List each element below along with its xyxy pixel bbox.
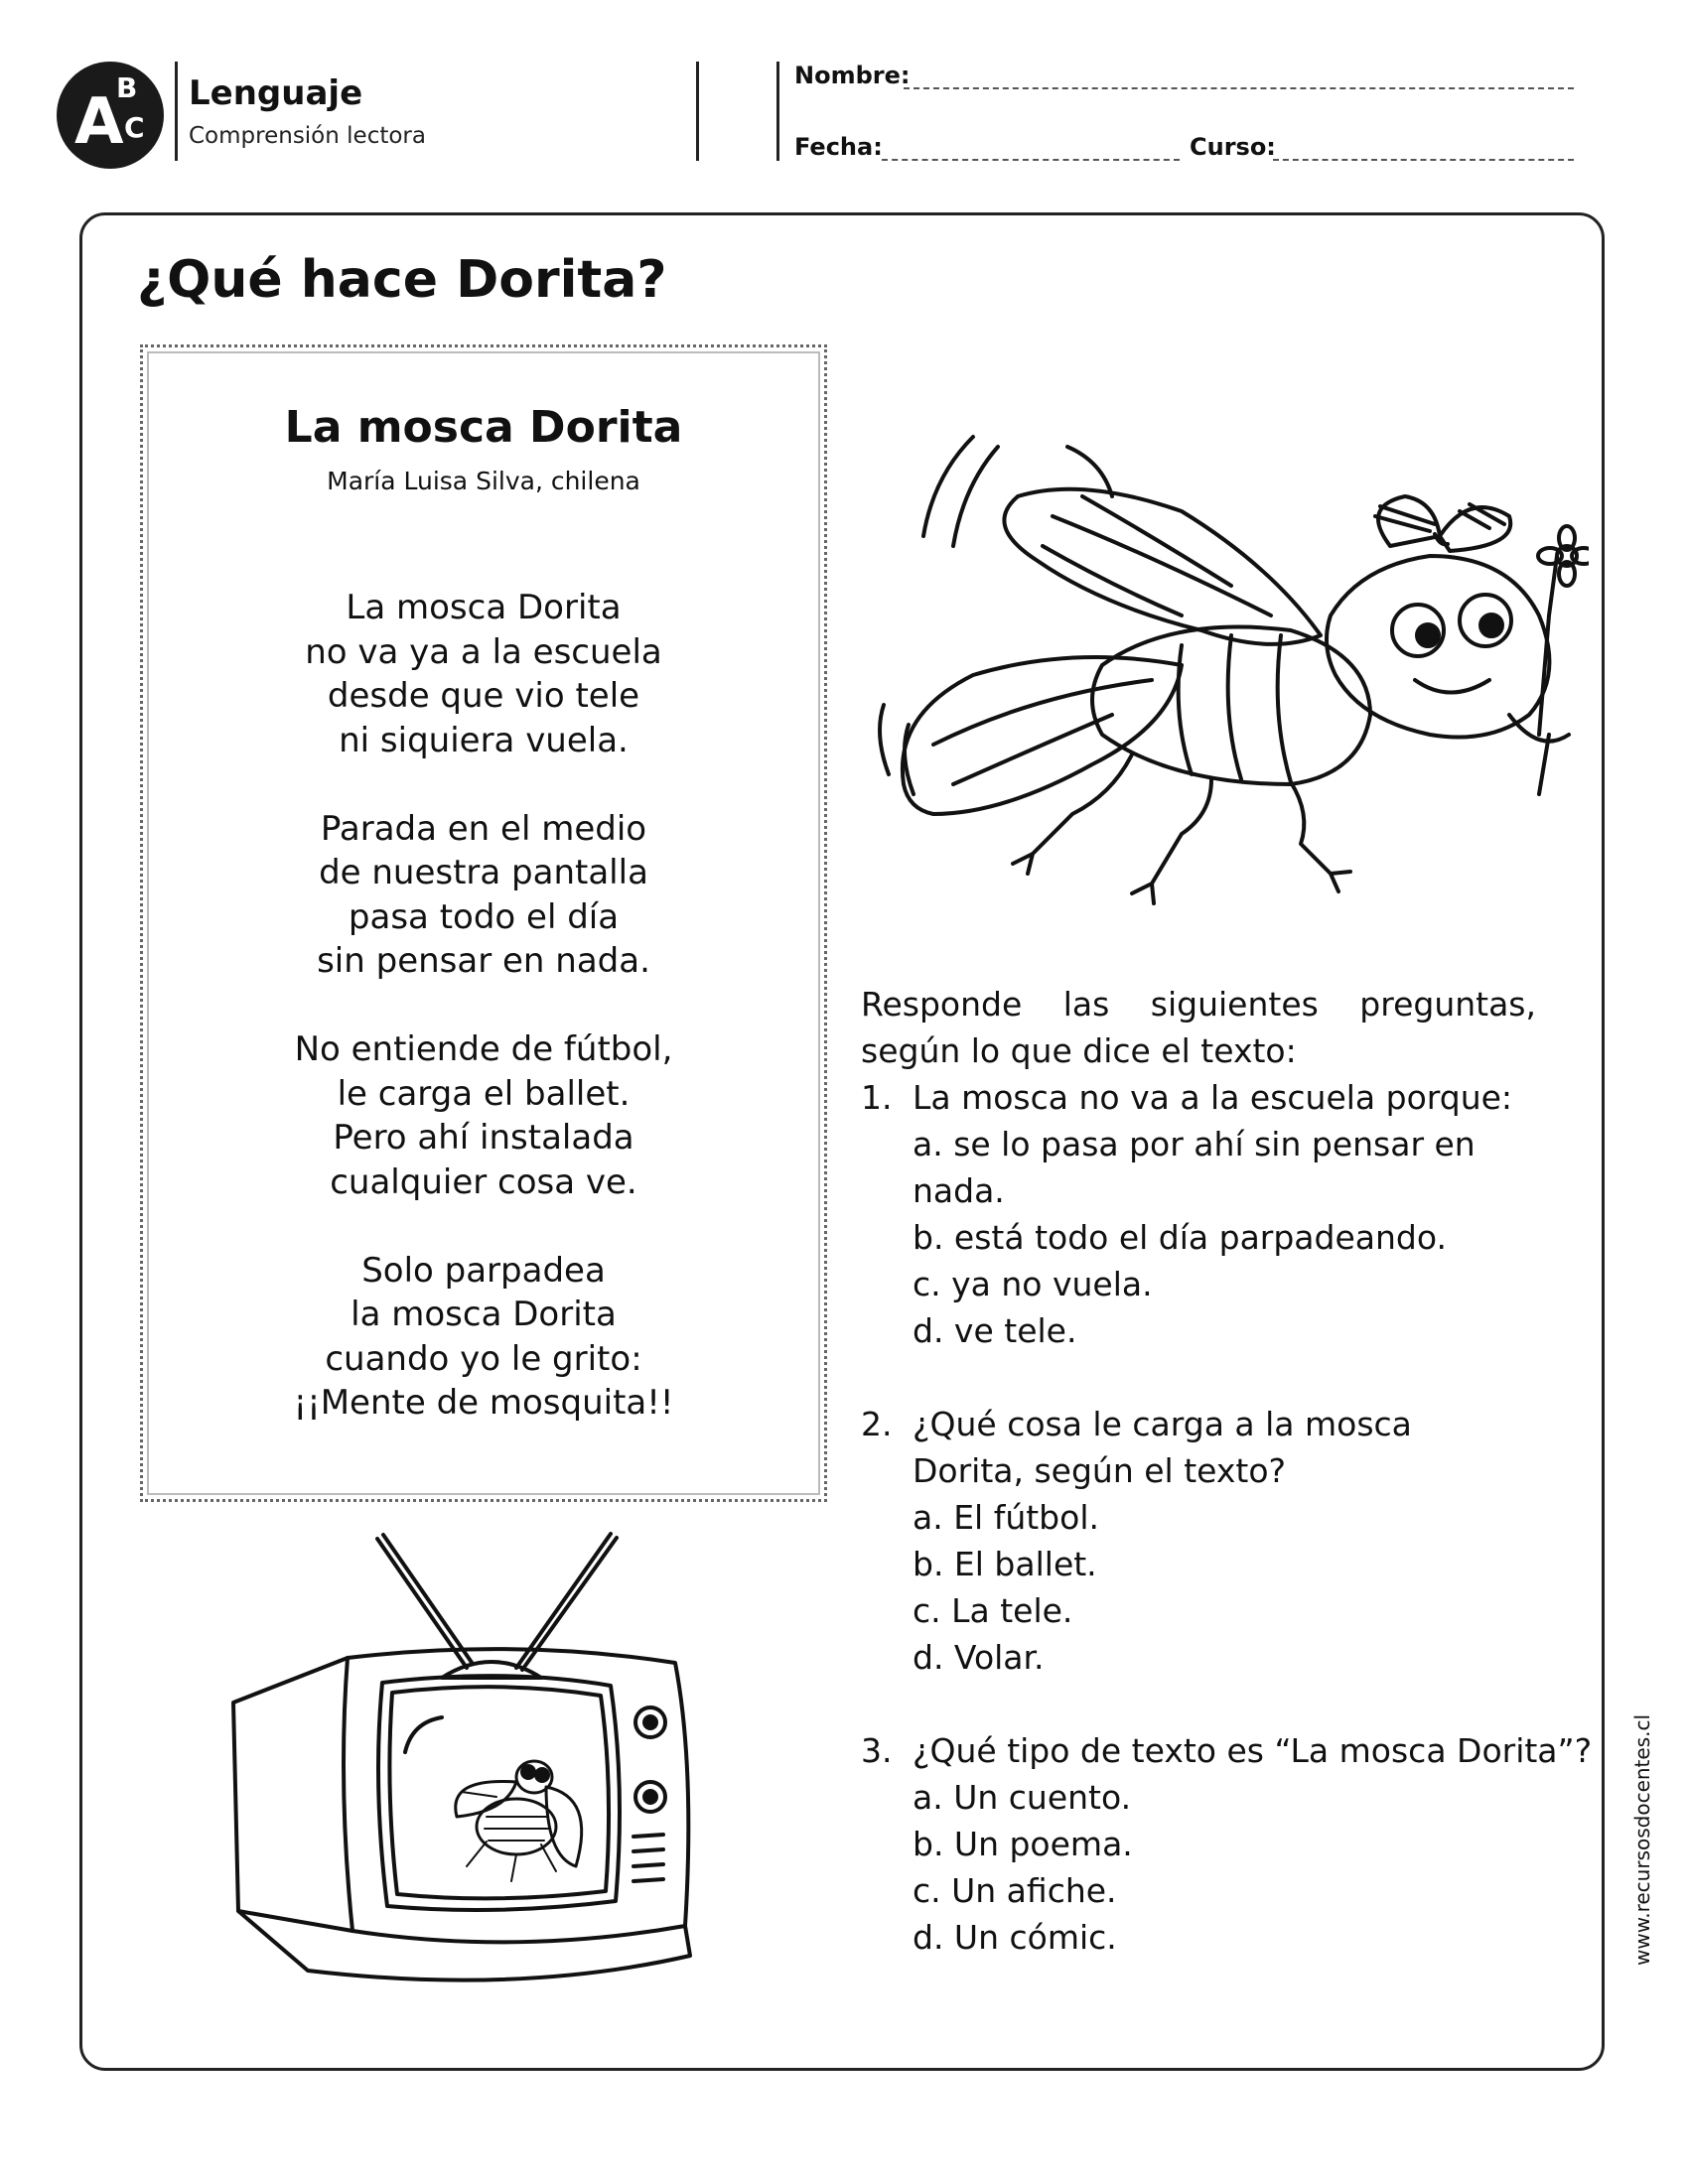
instructions: Responde las siguientes preguntas, según lo que dice el texto: bbox=[861, 985, 1536, 1070]
website-url: www.recursosdocentes.cl bbox=[1630, 1713, 1654, 1966]
poem-stanza bbox=[140, 1027, 827, 1204]
subject-title: Lenguaje bbox=[189, 73, 363, 113]
name-field[interactable] bbox=[904, 87, 1574, 89]
logo-letter-b: B bbox=[116, 71, 138, 104]
header-divider bbox=[696, 62, 699, 161]
answer-option[interactable]: d. ve tele. bbox=[913, 1311, 1077, 1350]
course-field[interactable] bbox=[1273, 159, 1574, 161]
answer-option[interactable]: a. Un cuento. bbox=[913, 1778, 1132, 1817]
poem-line: cualquier cosa ve. bbox=[330, 1161, 637, 1202]
answer-option[interactable]: c. La tele. bbox=[913, 1591, 1073, 1630]
fly-illustration bbox=[854, 417, 1589, 933]
poem-line: ni siquiera vuela. bbox=[339, 720, 629, 760]
date-label: Fecha: bbox=[794, 133, 883, 161]
answer-option[interactable]: b. está todo el día parpadeando. bbox=[913, 1218, 1447, 1257]
course-label: Curso: bbox=[1190, 133, 1276, 161]
poem-line: Solo parpadea bbox=[361, 1250, 606, 1291]
question-text: ¿Qué tipo de texto es “La mosca Dorita”? bbox=[913, 1731, 1593, 1770]
poem-stanza bbox=[140, 807, 827, 984]
logo-letter-c: C bbox=[124, 111, 145, 144]
poem-line: la mosca Dorita bbox=[351, 1295, 617, 1334]
question-number: 2. bbox=[861, 1405, 893, 1443]
question-number: 3. bbox=[861, 1731, 893, 1770]
poem-line: La mosca Dorita bbox=[346, 588, 622, 627]
poem-line: no va ya a la escuela bbox=[305, 631, 662, 672]
questions-section bbox=[861, 981, 1593, 1961]
poem-line: Parada en el medio bbox=[320, 808, 647, 849]
poem-line: Pero ahí instalada bbox=[333, 1118, 634, 1158]
answer-option[interactable]: d. Un cómic. bbox=[913, 1918, 1117, 1957]
question-3 bbox=[861, 1727, 1593, 1774]
poem-stanza bbox=[140, 1249, 827, 1426]
poem-body bbox=[140, 586, 827, 1469]
question-1 bbox=[861, 1074, 1536, 1121]
header-divider bbox=[175, 62, 178, 161]
answer-option[interactable]: d. Volar. bbox=[913, 1638, 1045, 1677]
tv-illustration bbox=[218, 1529, 715, 2005]
answer-option[interactable]: b. Un poema. bbox=[913, 1825, 1133, 1863]
poem-line: ¡¡Mente de mosquita!! bbox=[293, 1383, 674, 1423]
question-number: 1. bbox=[861, 1078, 893, 1117]
worksheet-title: ¿Qué hace Dorita? bbox=[137, 250, 667, 310]
poem-author: María Luisa Silva, chilena bbox=[327, 467, 640, 495]
answer-option[interactable]: c. ya no vuela. bbox=[913, 1265, 1153, 1303]
answer-option[interactable]: a. se lo pasa por ahí sin pensar en nada. bbox=[913, 1125, 1476, 1210]
answer-option[interactable]: c. Un afiche. bbox=[913, 1871, 1117, 1910]
poem-line: sin pensar en nada. bbox=[317, 941, 650, 981]
poem-line: le carga el ballet. bbox=[337, 1073, 631, 1114]
abc-logo bbox=[57, 62, 164, 169]
question-2 bbox=[861, 1401, 1536, 1494]
poem-line: pasa todo el día bbox=[348, 896, 620, 937]
logo-letter-a: A bbox=[74, 85, 124, 159]
question-text: La mosca no va a la escuela porque: bbox=[913, 1078, 1513, 1117]
poem-line: desde que vio tele bbox=[327, 676, 640, 716]
poem-title: La mosca Dorita bbox=[284, 402, 683, 453]
poem-stanza bbox=[140, 586, 827, 762]
poem-line: de nuestra pantalla bbox=[319, 853, 648, 892]
question-text: ¿Qué cosa le carga a la mosca Dorita, según el texto? bbox=[913, 1405, 1412, 1490]
header-divider bbox=[776, 62, 779, 161]
answer-option[interactable]: b. El ballet. bbox=[913, 1545, 1097, 1583]
poem-line: No entiende de fútbol, bbox=[294, 1029, 673, 1069]
poem-line: cuando yo le grito: bbox=[325, 1338, 642, 1379]
subject-subtitle: Comprensión lectora bbox=[189, 123, 426, 149]
name-label: Nombre: bbox=[794, 62, 911, 89]
answer-option[interactable]: a. El fútbol. bbox=[913, 1498, 1099, 1537]
date-field[interactable] bbox=[882, 159, 1180, 161]
